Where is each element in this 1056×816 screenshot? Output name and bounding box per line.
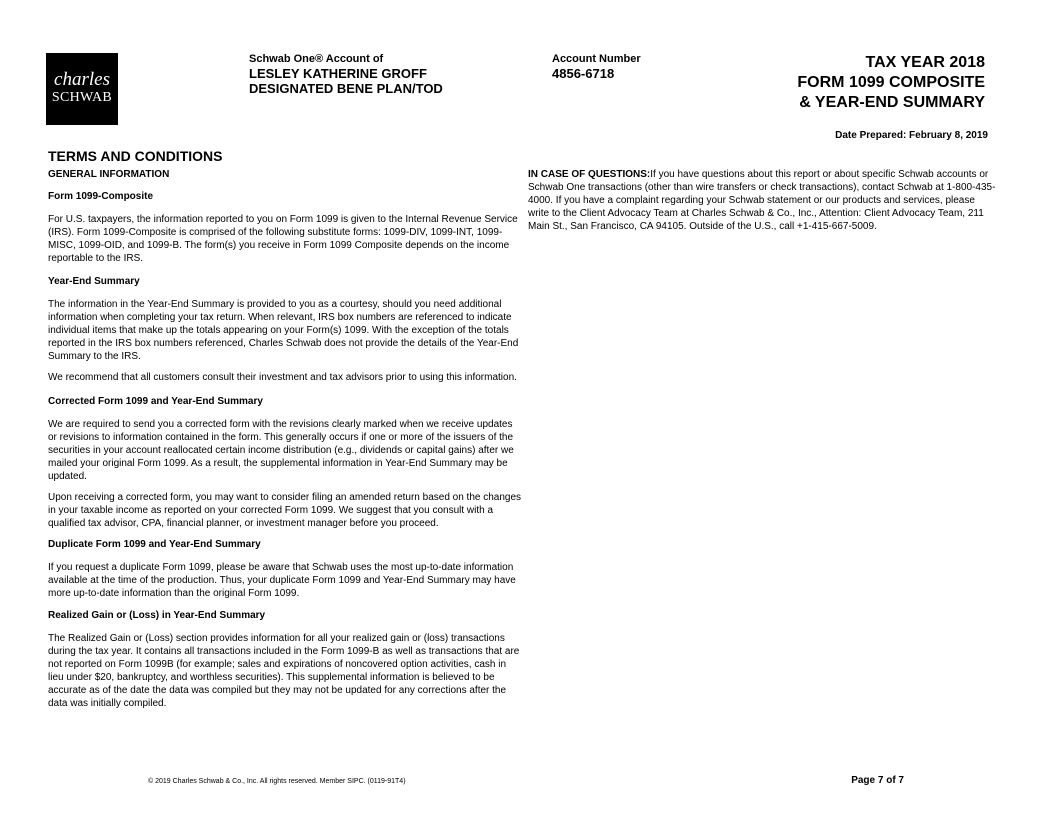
date-prepared: Date Prepared: February 8, 2019 [835, 130, 988, 141]
left-column [48, 168, 522, 710]
corrected-form-heading: Corrected Form 1099 and Year-End Summary [48, 396, 263, 407]
right-column [528, 168, 996, 233]
questions-label: IN CASE OF QUESTIONS: [528, 169, 651, 180]
duplicate-form-text: If you request a duplicate Form 1099, please be aware that Schwab uses the most up-to-date information available at the time of the production. Thus, your duplicate Form 1099 and Year-End Summary may have more up-to-date information than the original Form 1099. [48, 562, 516, 599]
questions-paragraph [528, 168, 996, 233]
document-title [797, 53, 985, 113]
title-year-end-summary: & YEAR-END SUMMARY [799, 94, 985, 111]
page-number: Page 7 of 7 [851, 775, 904, 786]
realized-gain-heading: Realized Gain or (Loss) in Year-End Summary [48, 610, 266, 621]
logo-line-schwab: SCHWAB [51, 90, 113, 105]
account-owner-label: Schwab One® Account of [249, 53, 384, 65]
general-information-heading: GENERAL INFORMATION [48, 169, 170, 180]
account-owner-name: LESLEY KATHERINE GROFF [249, 66, 427, 81]
form-1099-composite-text: For U.S. taxpayers, the information reported to you on Form 1099 is given to the Internal Revenue Service (IRS). Form 1099-Composite is comprised of the following substitute forms: 1099-DIV, 1099-INT, 1099-MISC, 1099-OID, and 1099-B. The form(s) you receive in Form 1099 Composite depends on the income reportable to the IRS. [48, 214, 518, 264]
year-end-summary-text-2: We recommend that all customers consult their investment and tax advisors prior to using this information. [48, 372, 517, 383]
year-end-summary-heading: Year-End Summary [48, 276, 140, 287]
account-owner-block [249, 53, 443, 96]
account-number-block [552, 53, 641, 81]
corrected-form-text-2: Upon receiving a corrected form, you may want to consider filing an amended return based on the changes in your taxable income as reported on your corrected Form 1099. We suggest that you consult with a qualified tax advisor, CPA, financial planner, or investment manager before you proceed. [48, 492, 522, 529]
footer-copyright: © 2019 Charles Schwab & Co., Inc. All rights reserved. Member SIPC. (0119-91T4) [148, 778, 406, 785]
account-number-value: 4856-6718 [552, 66, 615, 81]
form-1099-composite-heading: Form 1099-Composite [48, 191, 154, 202]
terms-heading: TERMS AND CONDITIONS [48, 148, 223, 164]
charles-schwab-logo [46, 53, 118, 125]
account-designation: DESIGNATED BENE PLAN/TOD [249, 81, 443, 96]
realized-gain-text: The Realized Gain or (Loss) section provides information for all your realized gain or (loss) transactions during the tax year. It contains all transactions included in the Form 1099-B as well as transactions that are not reported on Form 1099B (for example; sales and expirations of noncovered option activities, cash in lieu under $20, bankruptcy, and worthless securities). This supplemental information is believed to be accurate as of the date the data was compiled but they may not be updated for any corrections after the data was initially compiled. [48, 633, 520, 709]
year-end-summary-text-1: The information in the Year-End Summary is provided to you as a courtesy, should you need additional information when completing your tax return. When relevant, IRS box numbers are referenced to indicate individual items that make up the totals appearing on your Form(s) 1099. With the exception of the totals reported in the IRS box numbers referenced, Charles Schwab does not provide the details of the Year-End Summary to the IRS. [48, 299, 519, 362]
duplicate-form-heading: Duplicate Form 1099 and Year-End Summary [48, 539, 261, 550]
questions-text: If you have questions about this report or about specific Schwab accounts or Schwab One transactions (other than wire transfers or check transactions), contact Schwab at 1-800-435-4000. If you have a complaint regarding your Schwab statement or our products and services, please write to the Client Advocacy Team at Charles Schwab & Co., Inc., Attention: Client Advocacy Team, 211 Main St., San Francisco, CA 94105. Outside of the U.S., call +1-415-667-5009. [528, 169, 996, 232]
account-number-label: Account Number [552, 53, 641, 65]
corrected-form-text-1: We are required to send you a corrected form with the revisions clearly marked when we receive updates or revisions to information contained in the form. This generally occurs if one or more of the issuers of the securities in your account reallocated certain income distribution (e.g., dividends or capital gains) after we mailed your original Form 1099. As a result, the supplemental information in Year-End Summary may be updated. [48, 419, 514, 482]
title-tax-year: TAX YEAR 2018 [865, 54, 985, 71]
title-form-composite: FORM 1099 COMPOSITE [797, 74, 985, 91]
logo-line-charles: charles [54, 69, 110, 90]
